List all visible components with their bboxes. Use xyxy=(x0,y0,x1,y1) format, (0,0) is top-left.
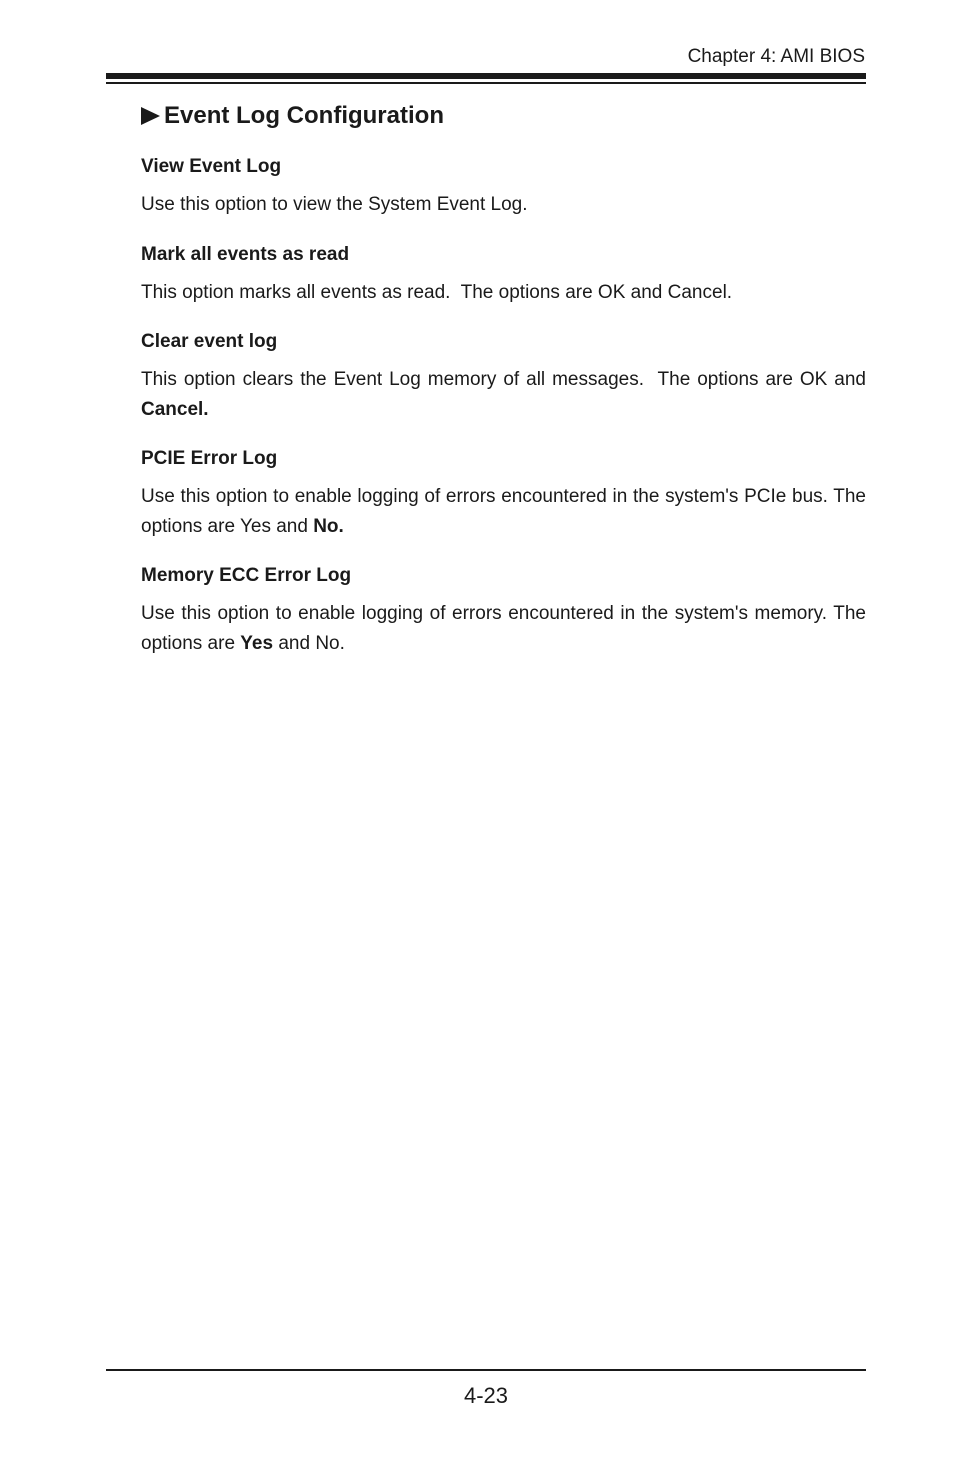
item-body-text: and No. xyxy=(273,632,345,654)
item-body-text: Use this option to view the System Event Log. xyxy=(141,194,528,215)
section-title xyxy=(141,101,444,131)
item-body xyxy=(141,599,866,658)
item-body xyxy=(141,365,866,424)
item-body-bold-text: Yes xyxy=(240,632,274,654)
footer-rule xyxy=(106,1369,866,1371)
item-heading: Memory ECC Error Log xyxy=(141,565,352,586)
item-mark-all-events-as-read xyxy=(141,240,866,308)
item-body-text: This option clears the Event Log memory of all messages. The options are OK and xyxy=(141,369,866,390)
header-rule-thick xyxy=(106,73,866,79)
item-body xyxy=(141,190,866,220)
header-rule-thin xyxy=(106,82,866,84)
chapter-header: Chapter 4: AMI BIOS xyxy=(687,46,865,67)
item-body xyxy=(141,482,866,541)
item-body-text: This option marks all events as read. The options are OK and Cancel. xyxy=(141,281,733,303)
item-clear-event-log xyxy=(141,327,866,424)
item-heading: Mark all events as read xyxy=(141,243,350,265)
item-body xyxy=(141,278,866,308)
page-number: 4-23 xyxy=(463,1383,509,1408)
item-pcie-error-log xyxy=(141,444,866,541)
item-heading: View Event Log xyxy=(141,156,282,177)
item-heading: Clear event log xyxy=(141,331,278,352)
item-body-text: Use this option to enable logging of errors encountered in the system's PCIe bus. The options are Yes and xyxy=(141,486,866,537)
item-view-event-log xyxy=(141,152,866,220)
item-memory-ecc-error-log xyxy=(141,561,866,658)
content xyxy=(141,152,866,678)
item-body-text: Use this option to enable logging of errors encountered in the system's memory. The options are xyxy=(141,603,866,654)
item-heading: PCIE Error Log xyxy=(141,448,278,469)
item-body-bold-text: Cancel. xyxy=(141,398,209,420)
item-body-bold-text: No. xyxy=(313,515,344,537)
section-title-text: Event Log Configuration xyxy=(164,102,444,129)
triangle-right-icon xyxy=(141,107,160,125)
